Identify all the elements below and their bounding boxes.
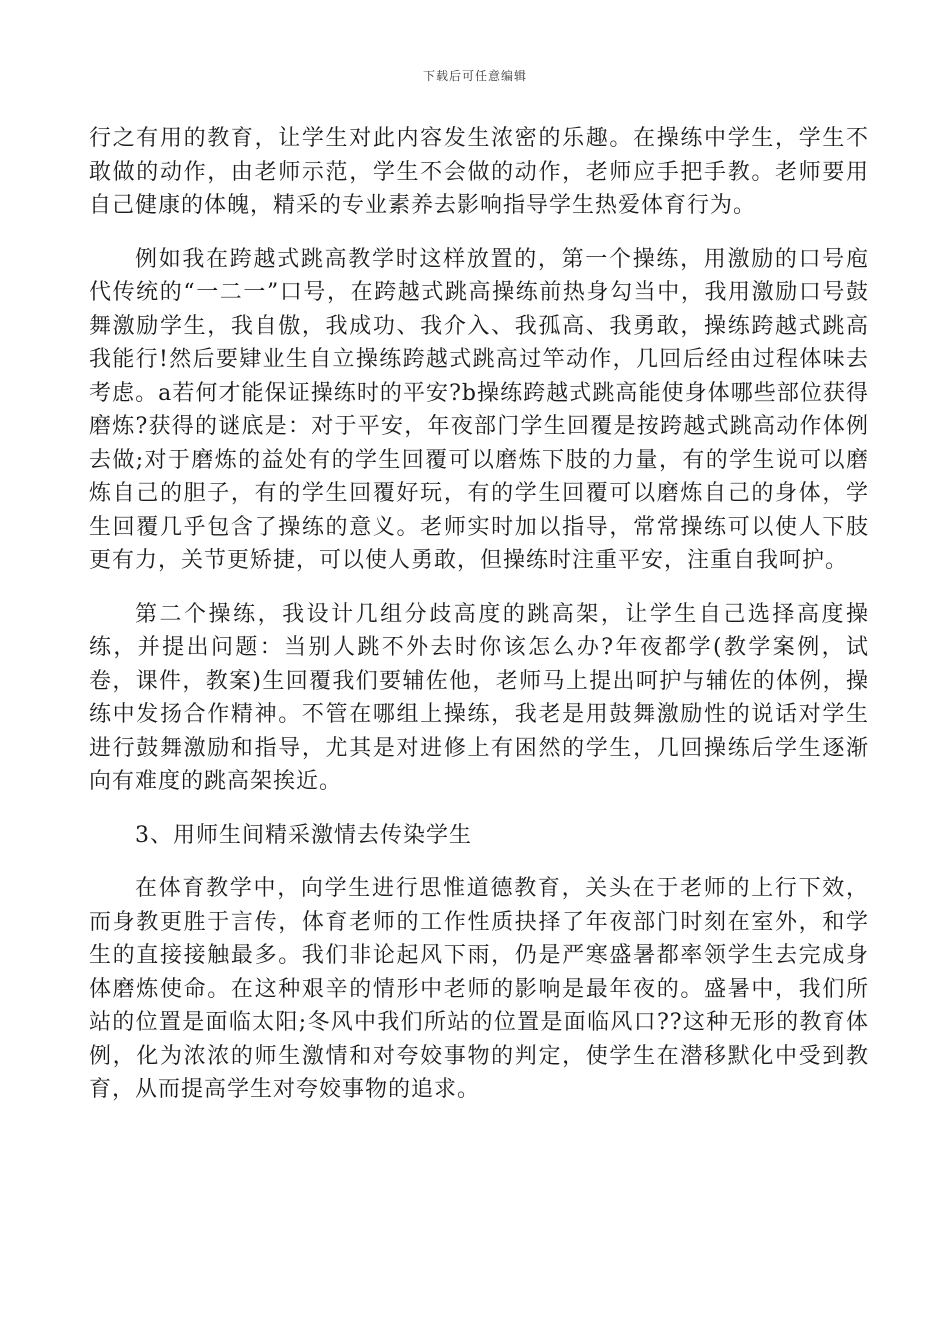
- paragraph-second-exercise: 第二个操练，我设计几组分歧高度的跳高架，让学生自己选择高度操练，并提出问题：当别人跳不外去时你该怎么办?年夜都学(教学案例，试卷，课件，教案)生回覆我们要辅佐他，老师马上提出呵护与辅佐的体例，操练中发扬合作精神。不管在哪组上操练，我老是用鼓舞激励性的说话对学生进行鼓舞激励和指导，尤其是对进修上有困然的学生，几回操练后学生逐渐向有难度的跳高架挨近。: [89, 601, 869, 794]
- document-body: [89, 122, 869, 1107]
- paragraph-continuation: 行之有用的教育，让学生对此内容发生浓密的乐趣。在操练中学生，学生不敢做的动作，由老师示范，学生不会做的动作，老师应手把手教。老师要用自己健康的体魄，精采的专业素养去影响指导学生热爱体育行为。: [89, 126, 869, 218]
- section-heading: 3、用师生间精采激情去传染学生: [135, 822, 472, 848]
- paragraph-high-jump-example: 例如我在跨越式跳高教学时这样放置的，第一个操练，用激励的口号庖代传统的“一二一”口号，在跨越式跳高操练前热身勾当中，我用激励口号鼓舞激励学生，我自傲，我成功、我介入、我孤高、我勇敢，操练跨越式跳高我能行!然后要肄业生自立操练跨越式跳高过竿动作，几回后经由过程体味去考虑。a若何才能保证操练时的平安?b操练跨越式跳高能使身体哪些部位获得磨炼?获得的谜底是：对于平安，年夜部门学生回覆是按跨越式跳高动作体例去做;对于磨炼的益处有的学生回覆可以磨炼下肢的力量，有的学生说可以磨炼自己的胆子，有的学生回覆好玩，有的学生回覆可以磨炼自己的身体，学生回覆几乎包含了操练的意义。老师实时加以指导，常常操练可以使人下肢更有力，关节更矫捷，可以使人勇敢，但操练时注重平安，注重自我呵护。: [89, 246, 869, 573]
- paragraph-teacher-example: 在体育教学中，向学生进行思惟道德教育，关头在于老师的上行下效，而身教更胜于言传，体育老师的工作性质抉择了年夜部门时刻在室外，和学生的直接接触最多。我们非论起风下雨，仍是严寒盛暑都率领学生去完成身体磨炼使命。在这种艰辛的情形中老师的影响是最年夜的。盛暑中，我们所站的位置是面临太阳;冬风中我们所站的位置是面临风口??这种无形的教育体例，化为浓浓的师生激情和对夸姣事物的判定，使学生在潜移默化中受到教育，从而提高学生对夸姣事物的追求。: [89, 876, 869, 1102]
- page-header: 下载后可任意编辑: [422, 69, 527, 83]
